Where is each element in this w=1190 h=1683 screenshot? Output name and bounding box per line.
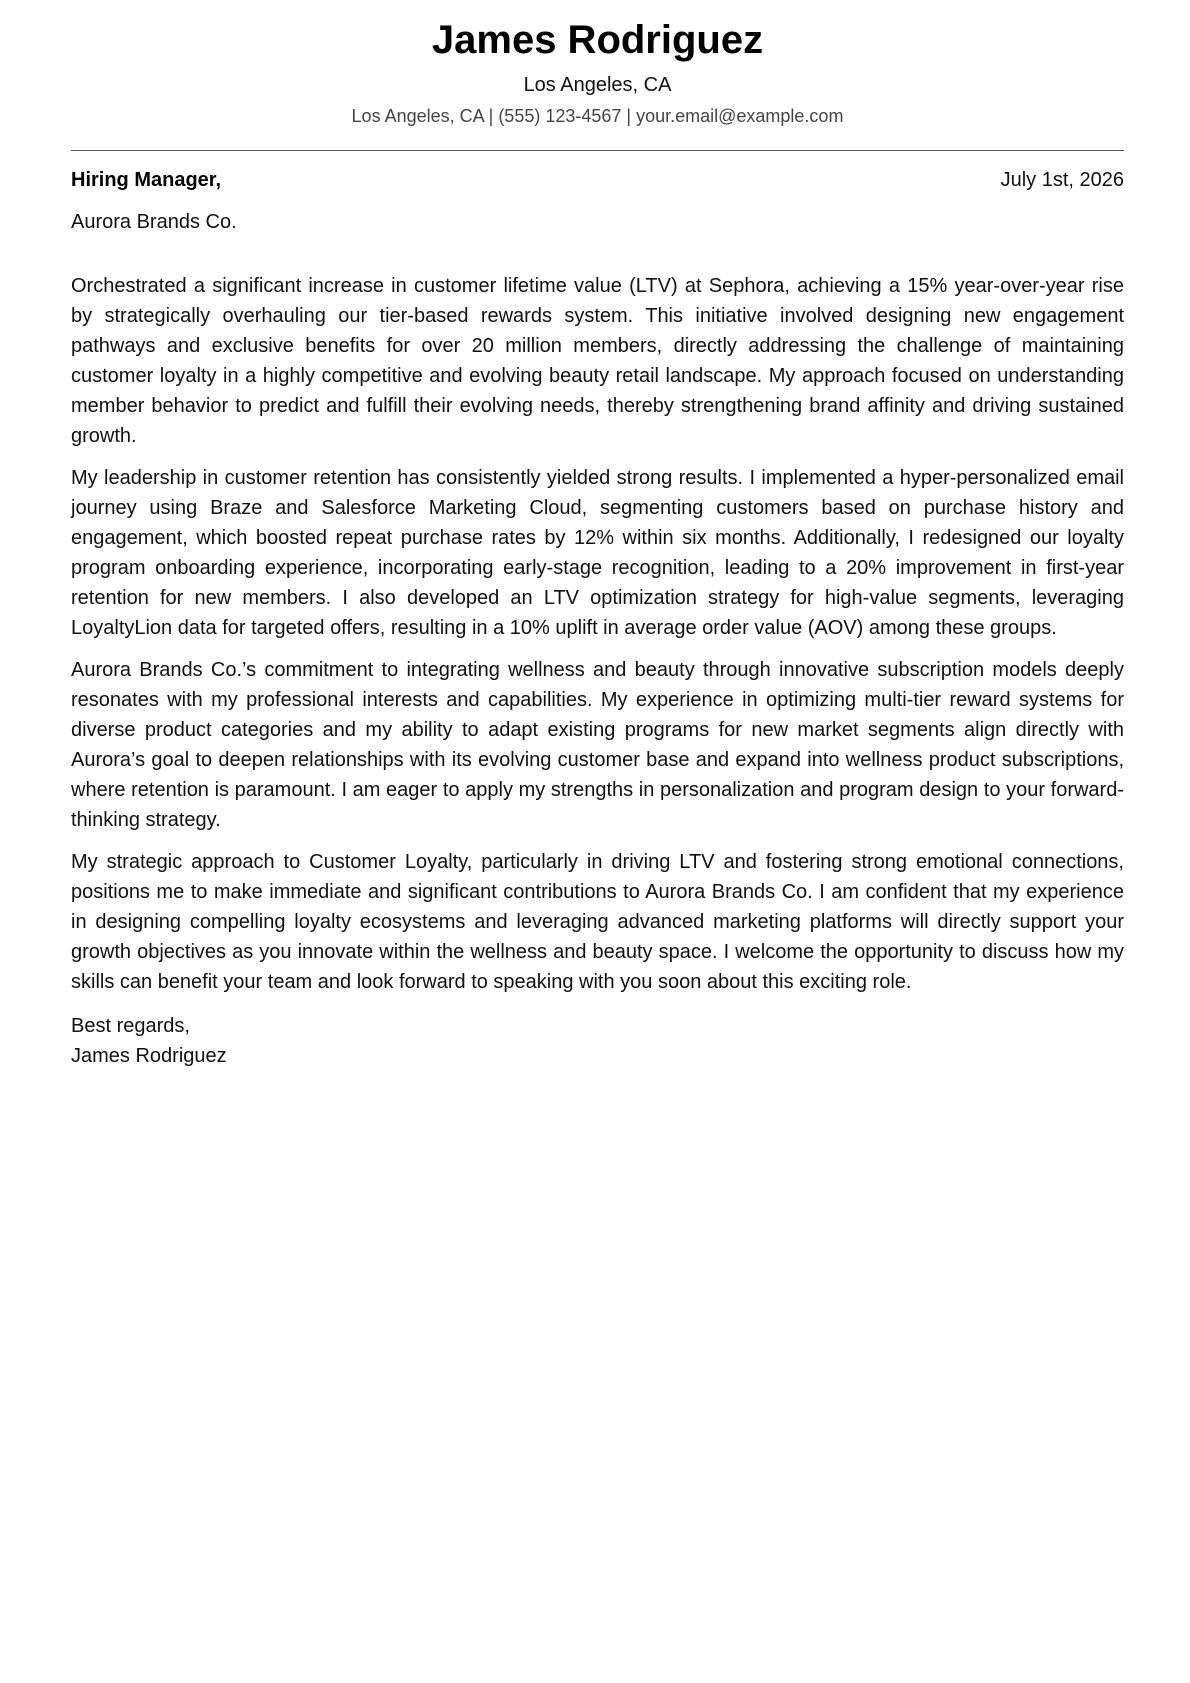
recipient-date-row <box>71 167 1124 193</box>
closing-phrase: Best regards, <box>71 1015 190 1037</box>
applicant-name: James Rodriguez <box>431 18 764 62</box>
letter-body <box>71 271 1124 997</box>
body-paragraph: Aurora Brands Co.’s commitment to integrating wellness and beauty through innovative subscription models deeply resonates with my professional interests and capabilities. My experience in optimizing multi-tier reward systems for diverse product categories and my ability to adapt existing programs for new market segments align directly with Aurora’s goal to deepen relationships with its evolving customer base and expand into wellness product subscriptions, where retention is paramount. I am eager to apply my strengths in personalization and program design to your forward-thinking strategy. <box>71 659 1124 831</box>
recipient-salutation: Hiring Manager, <box>71 169 222 191</box>
letter-closing <box>71 1011 1124 1071</box>
signature-name: James Rodriguez <box>71 1045 227 1067</box>
cover-letter-page <box>71 0 1124 1071</box>
applicant-location: Los Angeles, CA <box>523 74 672 96</box>
header-divider <box>71 150 1124 151</box>
body-paragraph: My strategic approach to Customer Loyalty, particularly in driving LTV and fostering strong emotional connections, positions me to make immediate and significant contributions to Aurora Brands Co. I am confident that my experience in designing compelling loyalty ecosystems and leveraging advanced marketing platforms will directly support your growth objectives as you innovate within the wellness and beauty space. I welcome the opportunity to discuss how my skills can benefit your team and look forward to speaking with you soon about this exciting role. <box>71 851 1124 993</box>
body-paragraph: Orchestrated a significant increase in customer lifetime value (LTV) at Sephora, achieving a 15% year-over-year rise by strategically overhauling our tier-based rewards system. This initiative involved designing new engagement pathways and exclusive benefits for over 20 million members, directly addressing the challenge of maintaining customer loyalty in a highly competitive and evolving beauty retail landscape. My approach focused on understanding member behavior to predict and fulfill their evolving needs, thereby strengthening brand affinity and driving sustained growth. <box>71 275 1124 447</box>
contact-line: Los Angeles, CA | (555) 123-4567 | your.email@example.com <box>351 106 844 126</box>
company-name: Aurora Brands Co. <box>71 211 237 233</box>
body-paragraph: My leadership in customer retention has consistently yielded strong results. I implemented a hyper-personalized email journey using Braze and Salesforce Marketing Cloud, segmenting customers based on purchase history and engagement, which boosted repeat purchase rates by 12% within six months. Additionally, I redesigned our loyalty program onboarding experience, incorporating early-stage recognition, leading to a 20% improvement in first-year retention for new members. I also developed an LTV optimization strategy for high-value segments, leveraging LoyaltyLion data for targeted offers, resulting in a 10% uplift in average order value (AOV) among these groups. <box>71 467 1124 639</box>
letter-date: July 1st, 2026 <box>1000 169 1124 191</box>
letter-header <box>71 0 1124 128</box>
